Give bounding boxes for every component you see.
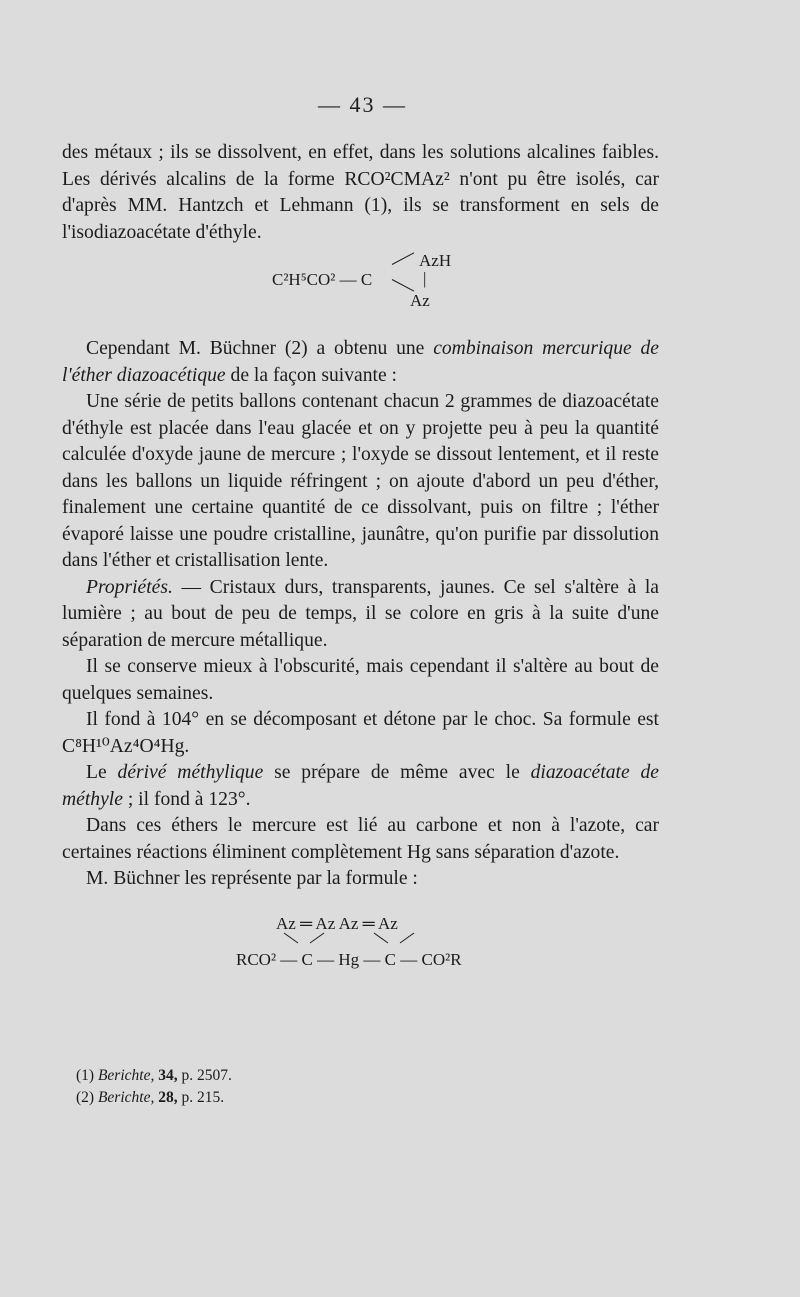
paragraph-7-text-b: se prépare de même avec le [263, 762, 531, 783]
paragraph-4 [62, 575, 659, 655]
paragraph-2 [62, 336, 659, 389]
footnote-2-number: (2) [76, 1089, 98, 1106]
paragraph-7-italic-1: dérivé méthylique [117, 762, 264, 783]
formula-mercury-compound [62, 897, 659, 981]
footnote-2-volume: 28, [154, 1089, 178, 1106]
paragraph-5: Il se conserve mieux à l'obscurité, mais cependant il s'altère au bout de quelques semaines. [62, 656, 659, 704]
footnote-2-source: Berichte, [97, 1089, 155, 1106]
footnote-1 [76, 1065, 656, 1087]
paragraph-7-text-a: Le [86, 762, 118, 783]
paragraph-7-text-c: ; il fond à 123°. [122, 788, 251, 810]
paragraph-2-text-a: Cependant M. Büchner (2) a obtenu une [86, 338, 434, 359]
formula1-top: AzH [419, 251, 452, 270]
paragraph-4-text: — Cristaux durs, transparents, jaunes. Ce sel s'altère à la lumière ; au bout de peu de temps, il se colore en gris à la suite d'une séparation de mercure métallique. [62, 576, 659, 651]
paragraph-2-text-b: de la façon suivante : [225, 364, 398, 386]
paragraph-2-italic: combinaison mercurique de l'éther diazoacétique [62, 338, 659, 386]
formula2-row1: Az ═ Az Az ═ Az [276, 913, 398, 933]
formula1-bond-up [392, 252, 415, 265]
body-text [62, 140, 659, 981]
paragraph-7 [62, 760, 659, 813]
footnote-2-page: p. 215. [177, 1089, 225, 1106]
footnote-1-number: (1) [76, 1067, 98, 1084]
footnote-2 [76, 1087, 656, 1109]
page-number: — 43 — [318, 92, 407, 117]
paragraph-1: des métaux ; ils se dissolvent, en effet, dans les solutions alcalines faibles. Les dérivés alcalins de la forme RCO²CMAz² n'ont pu être isolés, car d'après MM. Hantzch et Lehmann (1), ils se transforment en sels de l'isodiazoacétate d'éthyle. [62, 142, 659, 243]
paragraph-4-italic: Propriétés. [86, 576, 173, 598]
footnotes [76, 1065, 656, 1109]
footnote-1-page: p. 2507. [177, 1067, 232, 1084]
formula2-row2: RCO² — C — Hg — C — CO²R [236, 949, 462, 969]
paragraph-7-italic-2: diazoacétate de méthyle [62, 762, 659, 810]
formula1-bar: | [423, 269, 427, 288]
footnote-1-volume: 34, [154, 1067, 178, 1084]
paragraph-3: Une série de petits ballons contenant chacun 2 grammes de diazoacétate d'éthyle est placée dans l'eau glacée et on y projette peu à peu la quantité calculée d'oxyde jaune de mercure ; l'oxyde se dissout lentement, et il reste dans les ballons un liquide réfringent ; on ajoute d'abord un peu d'éther, finalement une certaine quantité de ce dissolvant, puis on filtre ; l'éther évaporé laisse une poudre cristalline, jaunâtre, qu'on purifie par dissolution dans l'éther et cristallisation lente. [62, 391, 659, 571]
paragraph-9: M. Büchner les représente par la formule : [86, 868, 418, 889]
footnote-1-source: Berichte, [97, 1067, 155, 1084]
formula1-bottom: Az [410, 291, 430, 310]
paragraph-6: Il fond à 104° en se décomposant et détone par le choc. Sa formule est C⁸H¹⁰Az⁴O⁴Hg. [62, 709, 659, 757]
paragraph-8: Dans ces éthers le mercure est lié au carbone et non à l'azote, car certaines réactions éliminent complètement Hg sans séparation d'azote. [62, 815, 659, 863]
formula-isodiazoacetate [62, 246, 659, 336]
formula1-left: C²H⁵CO² — C [272, 270, 373, 289]
